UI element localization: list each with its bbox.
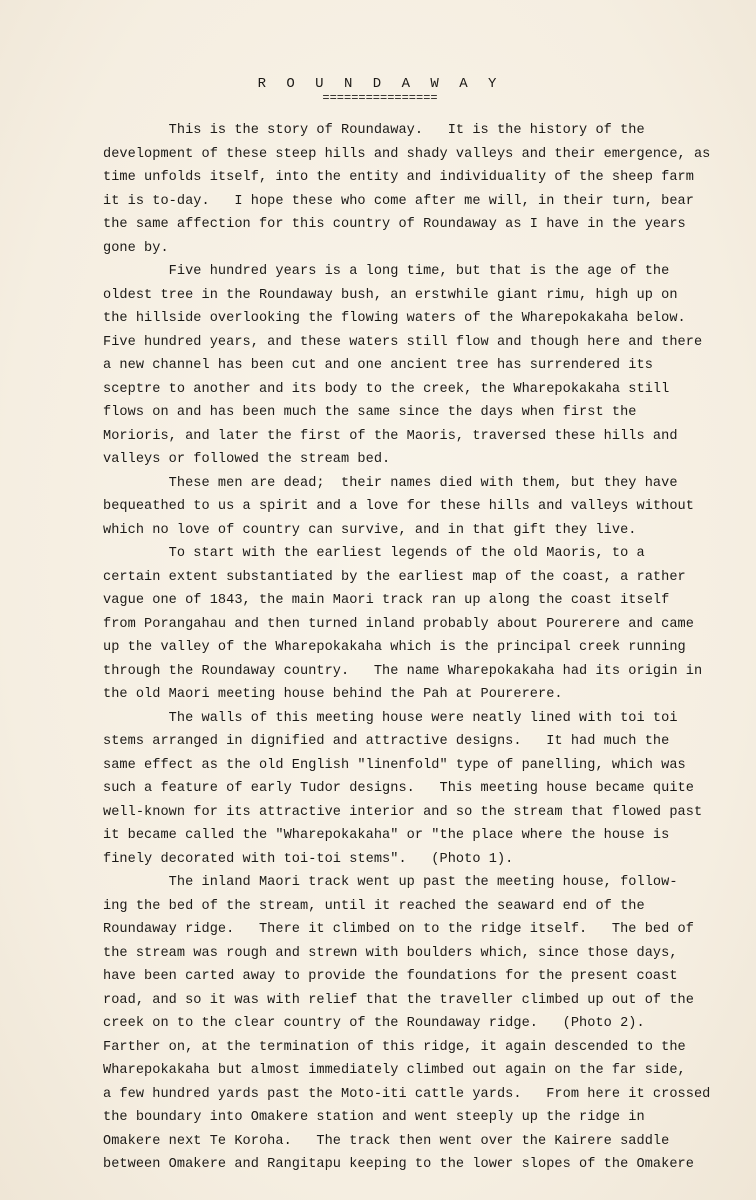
text-line: same effect as the old English "linenfold" type of panelling, which was	[103, 757, 686, 773]
text-line: time unfolds itself, into the entity and individuality of the sheep farm	[103, 170, 694, 185]
text-line: through the Roundaway country. The name Wharepokakaha had its origin in	[103, 663, 703, 679]
text-line: which no love of country can survive, and in that gift they live.	[103, 522, 637, 538]
text-line: certain extent substantiated by the earliest map of the coast, a rather	[103, 569, 686, 585]
text-line: from Porangahau and then turned inland probably about Pourerere and came	[103, 616, 694, 632]
text-line: vague one of 1843, the main Maori track ran up along the coast itself	[103, 593, 670, 608]
text-line: The walls of this meeting house were neatly lined with toi toi	[103, 710, 678, 726]
text-line: the boundary into Omakere station and went steeply up the ridge in	[103, 1110, 645, 1125]
text-line: ing the bed of the stream, until it reached the seaward end of the	[103, 898, 645, 914]
text-line: a few hundred yards past the Moto-iti cattle yards. From here it crossed	[103, 1086, 711, 1102]
text-line: gone by.	[103, 240, 169, 256]
title-underline: ================	[322, 91, 438, 105]
text-line: the stream was rough and strewn with boulders which, since those days,	[103, 945, 678, 961]
text-line: have been carted away to provide the foundations for the present coast	[103, 969, 678, 984]
page-title: R O U N D A W A Y	[257, 76, 503, 92]
text-line: the old Maori meeting house behind the Pah at Pourerere.	[103, 687, 563, 702]
text-line: up the valley of the Wharepokakaha which is the principal creek running	[103, 640, 686, 655]
text-line: creek on to the clear country of the Roundaway ridge. (Photo 2).	[103, 1016, 645, 1031]
text-line: stems arranged in dignified and attractive designs. It had much the	[103, 734, 670, 749]
text-line: sceptre to another and its body to the creek, the Wharepokakaha still	[103, 381, 670, 397]
text-line: a new channel has been cut and one ancient tree has surrendered its	[103, 358, 653, 373]
text-line: such a feature of early Tudor designs. This meeting house became quite	[103, 781, 694, 796]
text-line: Five hundred years is a long time, but that is the age of the	[103, 264, 670, 279]
text-line: These men are dead; their names died with them, but they have	[103, 475, 678, 491]
text-line: finely decorated with toi-toi stems". (Photo 1).	[103, 851, 514, 867]
text-line: The inland Maori track went up past the meeting house, follow-	[103, 875, 678, 890]
text-line: Farther on, at the termination of this ridge, it again descended to the	[103, 1039, 686, 1055]
text-line: Omakere next Te Koroha. The track then went over the Kairere saddle	[103, 1133, 670, 1149]
text-line: it became called the "Wharepokakaha" or "the place where the house is	[103, 828, 670, 843]
text-line: flows on and has been much the same since the days when first the	[103, 405, 637, 420]
text-line: the same affection for this country of Roundaway as I have in the years	[103, 217, 686, 232]
text-line: bequeathed to us a spirit and a love for these hills and valleys without	[103, 499, 694, 514]
text-line: valleys or followed the stream bed.	[103, 452, 391, 467]
text-line: Wharepokakaha but almost immediately climbed out again on the far side,	[103, 1063, 686, 1078]
text-line: development of these steep hills and shady valleys and their emergence, as	[103, 146, 711, 162]
text-line: Five hundred years, and these waters still flow and though here and there	[103, 334, 703, 350]
text-line: well-known for its attractive interior and so the stream that flowed past	[103, 804, 703, 820]
text-line: To start with the earliest legends of the old Maoris, to a	[103, 546, 645, 561]
text-line: road, and so it was with relief that the traveller climbed up out of the	[103, 992, 694, 1008]
text-line: This is the story of Roundaway. It is the history of the	[103, 123, 645, 138]
text-line: the hillside overlooking the flowing waters of the Wharepokakaha below.	[103, 311, 686, 326]
text-line: it is to-day. I hope these who come after me will, in their turn, bear	[103, 193, 694, 209]
text-line: Morioris, and later the first of the Maoris, traversed these hills and	[103, 428, 678, 444]
text-line: between Omakere and Rangitapu keeping to the lower slopes of the Omakere	[103, 1157, 694, 1172]
text-line: oldest tree in the Roundaway bush, an erstwhile giant rimu, high up on	[103, 287, 678, 303]
text-line: Roundaway ridge. There it climbed on to the ridge itself. The bed of	[103, 922, 694, 937]
